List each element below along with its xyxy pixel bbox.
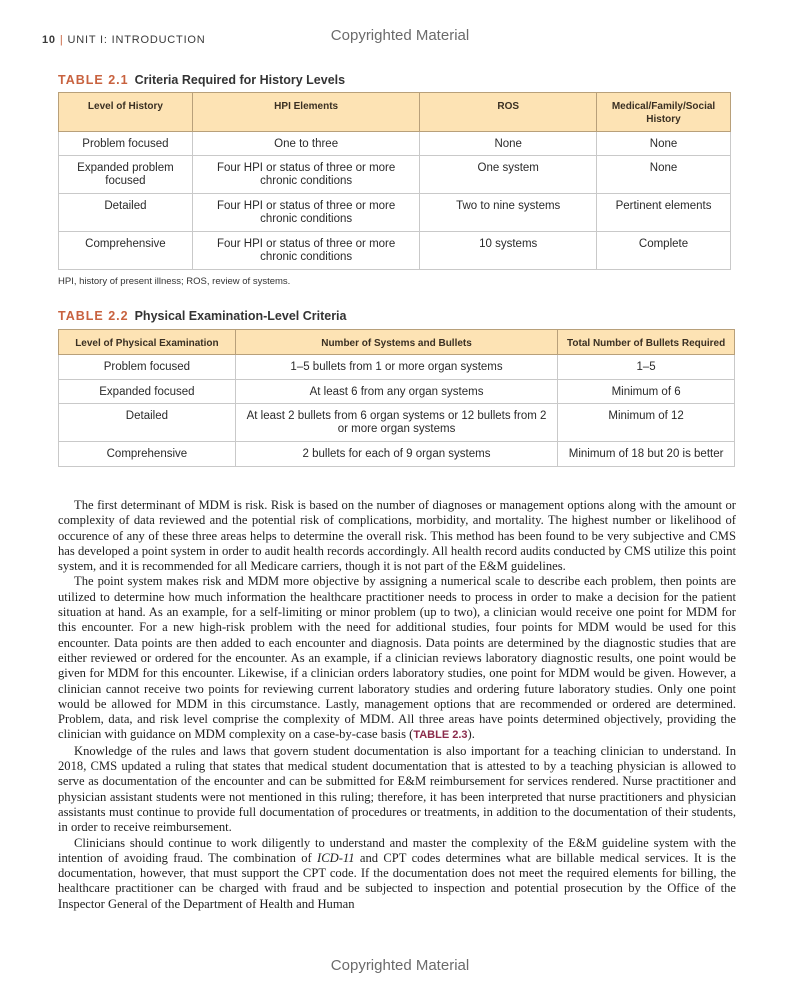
paragraph-1: The first determinant of MDM is risk. Risk is based on the number of diagnoses or management options along with the amount or complexity of data reviewed and the potential risk of complications, morbidity, and mortality. The highest number or likelihood of occurence of any of these three areas helps to determine the overall risk. This method has been found to be very subjective and CMS has developed a point system in order to audit health records accordingly. All health record audits conducted by CMS utilize this point system, and it is recommended for all Medicare carriers, though it is not part of the E&M guidelines. xyxy=(58,498,736,574)
table-cell: None xyxy=(597,132,731,156)
table-cell: None xyxy=(597,156,731,194)
table-title: Physical Examination-Level Criteria xyxy=(134,309,347,323)
table-cell: 2 bullets for each of 9 organ systems xyxy=(235,442,557,467)
table-row xyxy=(59,380,735,404)
paragraph-2-end: ). xyxy=(467,727,475,742)
table-row xyxy=(59,232,731,270)
icd-11-term: ICD-11 xyxy=(317,850,355,865)
table-cell: At least 2 bullets from 6 organ systems or 12 bullets from 2 or more organ systems xyxy=(235,404,557,442)
table-cell: 1–5 xyxy=(558,355,735,380)
column-header: Total Number of Bullets Required xyxy=(558,330,735,355)
table-cell: One system xyxy=(420,156,597,194)
table-label: TABLE 2.2 xyxy=(58,309,129,323)
running-title: UNIT I: INTRODUCTION xyxy=(67,34,206,46)
table-cell: 10 systems xyxy=(420,232,597,270)
table-cell: Four HPI or status of three or more chronic conditions xyxy=(192,232,420,270)
table-row xyxy=(59,132,731,156)
table-cell: Comprehensive xyxy=(59,442,236,467)
paragraph-4-text-a: Clinicians should continue to work diligently to understand and master the complexity of the E&M guideline system with the intention of avoiding fraud. The combination of xyxy=(58,835,736,865)
table-cell: One to three xyxy=(192,132,420,156)
table-2-1-caption xyxy=(58,73,345,87)
column-header: Level of History xyxy=(59,93,193,132)
table-label: TABLE 2.1 xyxy=(58,73,129,87)
table-cell: Detailed xyxy=(59,404,236,442)
column-header: Number of Systems and Bullets xyxy=(235,330,557,355)
page-number: 10 xyxy=(42,34,56,46)
table-2-1 xyxy=(58,92,731,270)
table-cell: Minimum of 18 but 20 is better xyxy=(558,442,735,467)
column-header: HPI Elements xyxy=(192,93,420,132)
body-text xyxy=(58,498,736,912)
table-cell: Comprehensive xyxy=(59,232,193,270)
table-2-1-footnote: HPI, history of present illness; ROS, review of systems. xyxy=(58,276,291,287)
paragraph-4-text-b: and CPT codes determines what are billable medical services. It is the documentation, however, that must support the CPT code. If the documentation does not meet the required elements for billing, the healthcare practitioner can be charged with fraud and be subjected to inspection and potential prosecution by the Office of the Inspector General of the Department of Health and Human xyxy=(58,850,736,911)
table-cell: Two to nine systems xyxy=(420,194,597,232)
table-row xyxy=(59,355,735,380)
table-cell: Complete xyxy=(597,232,731,270)
table-title: Criteria Required for History Levels xyxy=(134,73,346,87)
paragraph-2-text: The point system makes risk and MDM more objective by assigning a numerical scale to describe each problem, then points are utilized to determine how much information the healthcare practitioner needs to process in order to make a decision for the patient situation at hand. As an example, for a self-limiting or minor problem (up to two), a clinician would receive one point for MDM for this encounter. For a new high-risk problem with the need for additional studies, four points for MDM would be used for this encounter. Data points are then added to each encounter and diagnosis. Data points are determined by the diagnostic studies that are either reviewed or ordered for the encounter. As an example, if a clinician reviews laboratory diagnostic results, one point would be given for MDM for this encounter. Likewise, if a clinician orders laboratory studies, one point for MDM would be given. However, a clinician cannot receive two points for reviewing current laboratory studies and ordering future laboratory studies. Only one point would be allowed for MDM in this circumstance. Lastly, management options that are recommended or ordered are determined. Problem, data, and risk level comprise the complexity of MDM. All three areas have points determined objectively, providing the clinician with guidance on MDM complexity on a case-by-case basis ( xyxy=(58,574,736,742)
table-cell: Pertinent elements xyxy=(597,194,731,232)
column-header: Level of Physical Examination xyxy=(59,330,236,355)
table-row xyxy=(59,404,735,442)
paragraph-3: Knowledge of the rules and laws that govern student documentation is also important for a teaching clinician to understand. In 2018, CMS updated a ruling that states that medical student documentation that is attested to by a teaching physician is allowed to serve as documentation of the encounter and can be submitted for E&M reimbursement for services rendered. Nurse practitioner and physician assistant students were not mentioned in this ruling; therefore, it has been interpreted that nurse practitioners and physician assistants must continue to provide full documentation of procedures or treatments, in addition to the documentation of their students, in order to receive reimbursement. xyxy=(58,743,736,835)
table-cell: Problem focused xyxy=(59,132,193,156)
table-cell: Problem focused xyxy=(59,355,236,380)
table-cell: Expanded problem focused xyxy=(59,156,193,194)
table-2-2 xyxy=(58,329,735,467)
watermark-bottom: Copyrighted Material xyxy=(330,957,470,974)
table-cell: 1–5 bullets from 1 or more organ systems xyxy=(235,355,557,380)
table-row xyxy=(59,442,735,467)
column-header: ROS xyxy=(420,93,597,132)
table-row xyxy=(59,194,731,232)
paragraph-4 xyxy=(58,836,736,912)
table-cell: Minimum of 12 xyxy=(558,404,735,442)
table-cell: At least 6 from any organ systems xyxy=(235,380,557,404)
watermark-top: Copyrighted Material xyxy=(330,27,470,44)
table-cell: Minimum of 6 xyxy=(558,380,735,404)
divider: | xyxy=(59,34,64,46)
column-header: Medical/Family/Social History xyxy=(597,93,731,132)
table-row xyxy=(59,156,731,194)
paragraph-2 xyxy=(58,574,736,743)
table-2-2-caption xyxy=(58,309,346,323)
table-cell: Four HPI or status of three or more chronic conditions xyxy=(192,194,420,232)
table-cell: Four HPI or status of three or more chronic conditions xyxy=(192,156,420,194)
table-cell: Expanded focused xyxy=(59,380,236,404)
table-2-3-link[interactable]: TABLE 2.3 xyxy=(413,729,468,742)
table-cell: None xyxy=(420,132,597,156)
table-cell: Detailed xyxy=(59,194,193,232)
